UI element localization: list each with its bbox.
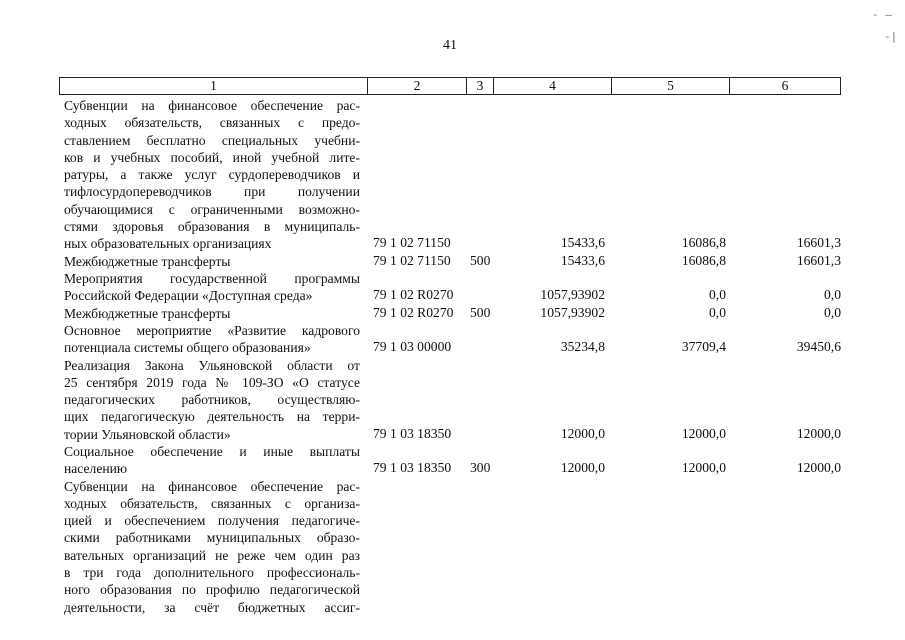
row-description — [64, 305, 360, 322]
row-value-col5: 0,0 — [709, 304, 726, 320]
description-line: населению — [64, 461, 128, 477]
row-value-col6: 16601,3 — [796, 235, 841, 251]
row-value-col5: 12000,0 — [681, 425, 726, 441]
row-value-col4: 1057,93902 — [540, 304, 605, 320]
header-col-1: 1 — [210, 78, 217, 93]
row-value-col5: 16086,8 — [681, 252, 726, 268]
description-line: деятельности, за счёт бюджетных ассиг- — [64, 599, 360, 615]
description-line: ных образовательных организациях — [64, 236, 272, 252]
description-line: цией и обеспечением получения педагогиче- — [64, 513, 360, 529]
description-line: ставлением бесплатно специальных учебни- — [64, 132, 360, 148]
description-line: Мероприятия государственной программы — [64, 271, 360, 286]
row-description — [64, 357, 360, 443]
description-line: щих педагогическую деятельность на терри- — [64, 409, 360, 425]
row-description — [64, 97, 360, 253]
row-value-col6: 0,0 — [824, 304, 841, 320]
table-row — [0, 322, 905, 357]
description-line: ного образования по профилю педагогической — [64, 582, 360, 598]
table-row — [0, 478, 905, 616]
row-value-col6: 12000,0 — [796, 425, 841, 441]
description-line: 25 сентября 2019 года № 109-ЗО «О статусе — [64, 374, 360, 390]
description-line: Межбюджетные трансферты — [64, 305, 231, 321]
row-value-col5: 16086,8 — [681, 235, 726, 251]
row-description — [64, 478, 360, 616]
row-description — [64, 322, 360, 357]
description-line: стями здоровья образования в муниципаль- — [64, 219, 360, 235]
row-expense-type: 300 — [470, 460, 491, 476]
description-line: ков и учебных пособий, иной учебной лите- — [64, 149, 360, 165]
description-line: ходных обязательств, связанных с предо- — [64, 115, 360, 131]
row-expense-type: 500 — [470, 304, 491, 320]
description-line: педагогических работников, осуществляю- — [64, 392, 360, 408]
table-row — [0, 270, 905, 305]
scan-mark-top: - — — [872, 8, 892, 21]
header-col-4: 4 — [549, 78, 556, 93]
description-line: ратуры, а также услуг сурдопереводчиков и — [64, 167, 360, 183]
row-expense-type: 500 — [470, 252, 491, 268]
scan-mark-right: -| — [884, 30, 898, 43]
description-line: Российской Федерации «Доступная среда» — [64, 288, 313, 304]
header-col-5: 5 — [667, 78, 674, 93]
description-line: Межбюджетные трансферты — [64, 253, 231, 269]
row-code: 79 1 02 R0270 — [373, 287, 454, 303]
row-value-col5: 12000,0 — [681, 460, 726, 476]
description-line: ходных обязательств, связанных с организа- — [64, 495, 360, 511]
row-value-col5: 37709,4 — [681, 339, 726, 355]
description-line: Социальное обеспечение и иные выплаты — [64, 444, 360, 459]
table-row — [0, 357, 905, 444]
row-value-col4: 12000,0 — [560, 425, 605, 441]
description-line: тории Ульяновской области» — [64, 426, 231, 442]
description-line: скими работниками муниципальных образо- — [64, 530, 360, 546]
row-value-col4: 12000,0 — [560, 460, 605, 476]
row-code: 79 1 03 18350 — [373, 425, 452, 441]
description-line: Субвенции на финансовое обеспечение рас- — [64, 478, 360, 494]
table-row — [0, 253, 905, 270]
description-line: вательных организаций не реже чем один раз — [64, 547, 360, 563]
table-row — [0, 305, 905, 322]
row-value-col4: 15433,6 — [560, 252, 605, 268]
row-code: 79 1 02 71150 — [373, 252, 451, 268]
row-value-col4: 35234,8 — [560, 339, 605, 355]
row-value-col6: 39450,6 — [796, 339, 841, 355]
table-row — [0, 97, 905, 253]
row-description — [64, 270, 360, 305]
table-row — [0, 443, 905, 478]
row-value-col6: 16601,3 — [796, 252, 841, 268]
header-col-6: 6 — [781, 78, 789, 93]
row-value-col4: 1057,93902 — [540, 287, 605, 303]
description-line: Реализация Закона Ульяновской области от — [64, 357, 360, 373]
row-value-col6: 0,0 — [824, 287, 841, 303]
description-line: тифлосурдопереводчиков при получении — [64, 184, 360, 200]
header-col-3: 3 — [476, 78, 484, 93]
row-code: 79 1 03 18350 — [373, 460, 452, 476]
row-description — [64, 253, 360, 270]
page-number: 41 — [443, 38, 457, 53]
row-description — [64, 443, 360, 478]
row-value-col5: 0,0 — [709, 287, 726, 303]
header-col-2: 2 — [413, 78, 421, 93]
row-code: 79 1 03 00000 — [373, 339, 452, 355]
description-line: обучающимися с ограниченными возможно- — [64, 201, 360, 217]
description-line: Основное мероприятие «Развитие кадрового — [64, 322, 360, 338]
table-header — [59, 77, 841, 95]
description-line: в три года дополнительного профессиональ- — [64, 565, 360, 581]
description-line: Субвенции на финансовое обеспечение рас- — [64, 98, 360, 113]
description-line: потенциала системы общего образования» — [64, 340, 311, 356]
row-value-col4: 15433,6 — [560, 235, 605, 251]
row-code: 79 1 02 R0270 — [373, 304, 454, 320]
row-code: 79 1 02 71150 — [373, 235, 451, 251]
row-value-col6: 12000,0 — [796, 460, 841, 476]
